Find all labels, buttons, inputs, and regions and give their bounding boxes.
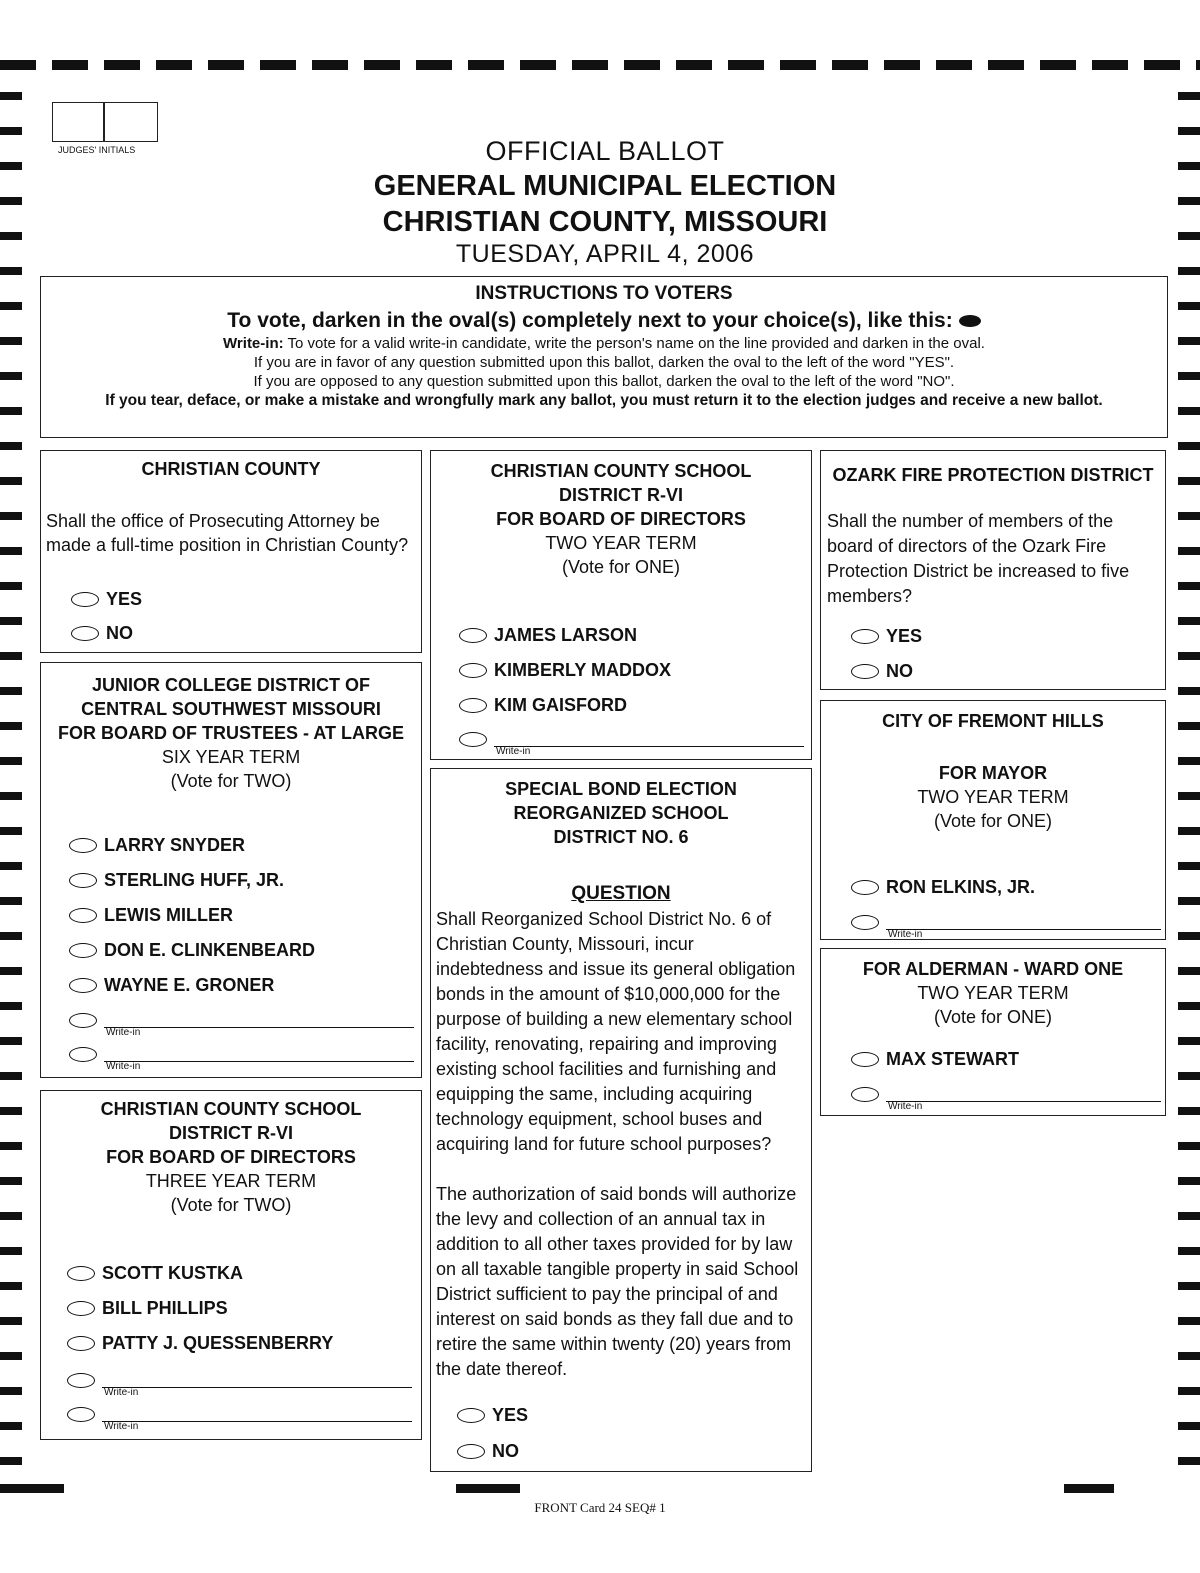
term-label: SIX YEAR TERM xyxy=(161,747,301,767)
school-two-year-race-box xyxy=(430,450,812,760)
box-title: SPECIAL BOND ELECTION xyxy=(505,779,737,799)
election-name: GENERAL MUNICIPAL ELECTION xyxy=(373,170,837,202)
question-line: Shall the office of Prosecuting Attorney be xyxy=(46,511,380,531)
box-title: DISTRICT R-VI xyxy=(169,1123,293,1143)
box-title: DISTRICT R-VI xyxy=(559,485,683,505)
write-in-option[interactable] xyxy=(67,1369,412,1398)
judges-initials-label: JUDGES' INITIALS xyxy=(58,145,136,155)
ozark-question-text xyxy=(827,509,1129,609)
ballot-oval-icon[interactable] xyxy=(69,978,97,993)
ballot-oval-icon[interactable] xyxy=(851,915,879,930)
ballot-oval-icon[interactable] xyxy=(459,663,487,678)
box-title: DISTRICT NO. 6 xyxy=(553,827,689,847)
question-line: Protection District be increased to five xyxy=(827,561,1130,581)
option-no[interactable]: NO xyxy=(457,1441,519,1462)
candidate-option[interactable]: STERLING HUFF, JR. xyxy=(69,870,284,891)
write-in-option[interactable] xyxy=(851,1083,1161,1112)
junior-college-race-box xyxy=(40,662,422,1078)
term-label: TWO YEAR TERM xyxy=(917,787,1069,807)
write-in-line[interactable]: Write-in xyxy=(886,1083,1161,1102)
candidate-option[interactable]: PATTY J. QUESSENBERRY xyxy=(67,1333,333,1354)
write-in-line[interactable]: Write-in xyxy=(104,1043,414,1062)
filled-oval-example-icon xyxy=(959,315,981,327)
ballot-oval-icon[interactable] xyxy=(851,664,879,679)
vote-for-label: (Vote for ONE) xyxy=(933,811,1053,831)
ballot-oval-icon[interactable] xyxy=(459,698,487,713)
box-title: CENTRAL SOUTHWEST MISSOURI xyxy=(81,699,381,719)
question-line: bonds in the amount of $10,000,000 for the xyxy=(436,984,781,1004)
ballot-oval-icon[interactable] xyxy=(69,1013,97,1028)
question-line: facility, renovating, repairing and improving xyxy=(436,1034,777,1054)
option-no[interactable]: NO xyxy=(71,623,133,644)
ballot-oval-icon[interactable] xyxy=(459,628,487,643)
ballot-oval-icon[interactable] xyxy=(851,1052,879,1067)
candidate-option[interactable]: LARRY SNYDER xyxy=(69,835,245,856)
candidate-option[interactable]: KIM GAISFORD xyxy=(459,695,627,716)
question-line: board of directors of the Ozark Fire xyxy=(827,536,1107,556)
ballot-oval-icon[interactable] xyxy=(69,908,97,923)
box-title: REORGANIZED SCHOOL xyxy=(513,803,729,823)
write-in-line[interactable]: Write-in xyxy=(102,1403,412,1422)
ballot-oval-icon[interactable] xyxy=(67,1407,95,1422)
top-timing-marks xyxy=(0,60,1200,70)
candidate-option[interactable]: RON ELKINS, JR. xyxy=(851,877,1035,898)
ballot-oval-icon[interactable] xyxy=(67,1336,95,1351)
box-title: CITY OF FREMONT HILLS xyxy=(882,711,1104,731)
no-instruction: If you are opposed to any question submitted upon this ballot, darken the oval to the left of the word "NO". xyxy=(253,373,955,390)
write-in-option[interactable] xyxy=(69,1009,414,1038)
question-line: indebtedness and issue its general obligation xyxy=(436,959,796,979)
authorization-line: interest on said bonds as they fall due and to xyxy=(436,1309,794,1329)
option-yes[interactable]: YES xyxy=(457,1405,528,1426)
vote-for-label: (Vote for ONE) xyxy=(933,1007,1053,1027)
candidate-option[interactable]: DON E. CLINKENBEARD xyxy=(69,940,315,961)
write-in-option[interactable] xyxy=(459,728,804,757)
bottom-timing-mark-right xyxy=(1064,1484,1114,1493)
question-line: purpose of building a new elementary school xyxy=(436,1009,793,1029)
bond-election-box xyxy=(430,768,812,1472)
ballot-oval-icon[interactable] xyxy=(69,838,97,853)
instructions-main: To vote, darken in the oval(s) completely next to your choice(s), like this: xyxy=(41,309,1167,333)
box-title: FOR BOARD OF DIRECTORS xyxy=(106,1147,356,1167)
option-no[interactable]: NO xyxy=(851,661,913,682)
ballot-oval-icon[interactable] xyxy=(71,626,99,641)
vote-for-label: (Vote for TWO) xyxy=(170,771,292,791)
candidate-option[interactable]: MAX STEWART xyxy=(851,1049,1019,1070)
question-line: Shall the number of members of the xyxy=(827,511,1114,531)
write-in-line[interactable]: Write-in xyxy=(886,911,1161,930)
term-label: THREE YEAR TERM xyxy=(145,1171,317,1191)
ballot-oval-icon[interactable] xyxy=(67,1266,95,1281)
election-date: TUESDAY, APRIL 4, 2006 xyxy=(455,240,755,268)
question-line: members? xyxy=(827,586,913,606)
option-yes[interactable]: YES xyxy=(851,626,922,647)
candidate-option[interactable]: SCOTT KUSTKA xyxy=(67,1263,243,1284)
instructions-title: INSTRUCTIONS TO VOTERS xyxy=(475,283,733,304)
candidate-option[interactable]: LEWIS MILLER xyxy=(69,905,233,926)
bond-question-text xyxy=(431,907,811,1382)
question-line: acquiring land for future school purposes? xyxy=(436,1134,772,1154)
left-timing-marks xyxy=(0,92,22,1492)
instructions-box xyxy=(40,276,1168,438)
authorization-line: the levy and collection of an annual tax in xyxy=(436,1209,766,1229)
box-title: CHRISTIAN COUNTY xyxy=(141,459,321,479)
option-yes[interactable]: YES xyxy=(71,589,142,610)
ballot-oval-icon[interactable] xyxy=(459,732,487,747)
ballot-oval-icon[interactable] xyxy=(71,592,99,607)
term-label: TWO YEAR TERM xyxy=(917,983,1069,1003)
box-title: CHRISTIAN COUNTY SCHOOL xyxy=(490,461,752,481)
office-title: FOR ALDERMAN - WARD ONE xyxy=(862,959,1124,979)
yes-instruction: If you are in favor of any question submitted upon this ballot, darken the oval to the left of the word "YES". xyxy=(253,354,955,371)
authorization-line: on all taxable tangible property in said School xyxy=(436,1259,799,1279)
box-title: OZARK FIRE PROTECTION DISTRICT xyxy=(832,465,1154,485)
christian-county-question-box xyxy=(40,450,422,653)
ozark-fire-question-box xyxy=(820,450,1166,690)
write-in-option[interactable] xyxy=(69,1043,414,1072)
term-label: TWO YEAR TERM xyxy=(545,533,697,553)
candidate-option[interactable]: BILL PHILLIPS xyxy=(67,1298,228,1319)
ballot-oval-icon[interactable] xyxy=(69,873,97,888)
ballot-oval-icon[interactable] xyxy=(851,1087,879,1102)
question-line: made a full-time position in Christian County? xyxy=(46,535,409,555)
ballot-oval-icon[interactable] xyxy=(67,1373,95,1388)
right-timing-marks xyxy=(1178,92,1200,1492)
office-title: FOR MAYOR xyxy=(938,763,1048,783)
school-three-year-race-box xyxy=(40,1090,422,1440)
ballot-title: OFFICIAL BALLOT xyxy=(485,136,725,166)
vote-for-label: (Vote for ONE) xyxy=(561,557,681,577)
bottom-timing-mark-center xyxy=(456,1484,520,1493)
box-title: CHRISTIAN COUNTY SCHOOL xyxy=(100,1099,362,1119)
write-in-option[interactable] xyxy=(67,1403,412,1432)
question-line: Christian County, Missouri, incur xyxy=(436,934,694,954)
vote-for-label: (Vote for TWO) xyxy=(170,1195,292,1215)
fremont-alderman-race-box xyxy=(820,948,1166,1116)
judges-initials-box[interactable] xyxy=(52,102,158,142)
bottom-timing-mark-left xyxy=(0,1484,64,1493)
authorization-line: The authorization of said bonds will authorize xyxy=(436,1184,797,1204)
card-footer: FRONT Card 24 SEQ# 1 xyxy=(534,1500,666,1515)
fremont-mayor-race-box xyxy=(820,700,1166,940)
authorization-line: District sufficient to pay the principal of and xyxy=(436,1284,778,1304)
question-heading: QUESTION xyxy=(571,883,671,904)
box-title: JUNIOR COLLEGE DISTRICT OF xyxy=(91,675,370,695)
writein-instruction: Write-in: To vote for a valid write-in candidate, write the person's name on the line provided and darken in the oval. xyxy=(223,335,985,352)
county-name: CHRISTIAN COUNTY, MISSOURI xyxy=(382,206,828,238)
authorization-line: retire the same within twenty (20) years from xyxy=(436,1334,792,1354)
write-in-option[interactable] xyxy=(851,911,1161,940)
question-line: equipping the same, including acquiring xyxy=(436,1084,753,1104)
ballot-oval-icon[interactable] xyxy=(69,943,97,958)
tear-instruction: If you tear, deface, or make a mistake and wrongfully mark any ballot, you must return it to the election judges and receive a new ballot. xyxy=(105,392,1103,409)
ballot-oval-icon[interactable] xyxy=(851,629,879,644)
ballot-oval-icon[interactable] xyxy=(69,1047,97,1062)
box-title: FOR BOARD OF DIRECTORS xyxy=(496,509,746,529)
write-in-line[interactable]: Write-in xyxy=(494,728,804,747)
authorization-line: addition to all other taxes provided for by law xyxy=(436,1234,793,1254)
ballot-oval-icon[interactable] xyxy=(457,1408,485,1423)
ballot-oval-icon[interactable] xyxy=(851,880,879,895)
write-in-line[interactable]: Write-in xyxy=(104,1009,414,1028)
box-title: FOR BOARD OF TRUSTEES - AT LARGE xyxy=(58,723,404,743)
ballot-oval-icon[interactable] xyxy=(457,1444,485,1459)
candidate-option[interactable]: JAMES LARSON xyxy=(459,625,637,646)
candidate-option[interactable]: WAYNE E. GRONER xyxy=(69,975,274,996)
ballot-oval-icon[interactable] xyxy=(67,1301,95,1316)
question-line: technology equipment, school buses and xyxy=(436,1109,763,1129)
authorization-line: the date thereof. xyxy=(436,1359,568,1379)
question-line: existing school facilities and furnishing and xyxy=(436,1059,777,1079)
question-line: Shall Reorganized School District No. 6 of xyxy=(436,909,772,929)
write-in-line[interactable]: Write-in xyxy=(102,1369,412,1388)
candidate-option[interactable]: KIMBERLY MADDOX xyxy=(459,660,671,681)
